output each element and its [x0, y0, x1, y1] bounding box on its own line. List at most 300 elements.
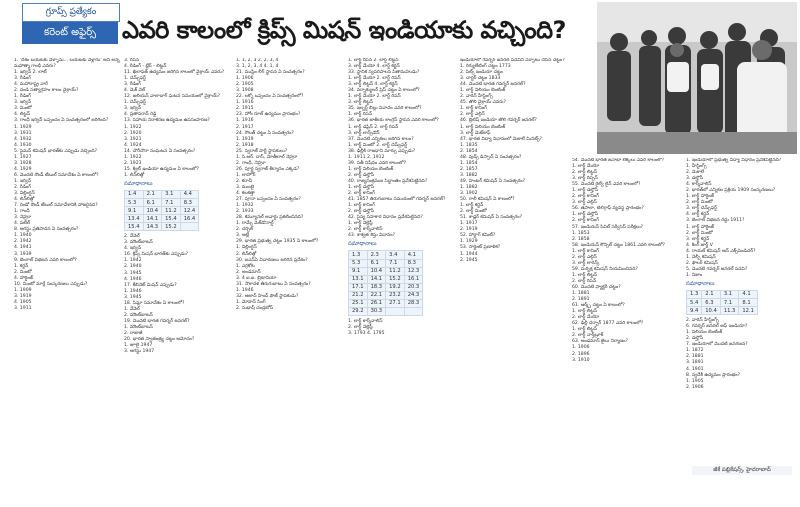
- answer-cell: 19.2: [386, 283, 405, 291]
- answers-row: [125, 207, 199, 215]
- answer-cell: 10.4: [367, 267, 386, 275]
- question-line: 2. రాజాజీ: [124, 330, 143, 336]
- question-line: 1. హేస్టింగ్స్: [686, 164, 707, 170]
- answer-cell: 21.2: [349, 291, 368, 299]
- question-line: 3. మింటో: [14, 106, 32, 112]
- question-line: 2. లార్డ్ డల్హౌసీ: [348, 172, 375, 178]
- question-line: 3. 1921: [124, 136, 142, 142]
- question-line: 1. విలియం బెంటింక్: [686, 330, 723, 336]
- question-line: 2. సుభాష్ చంద్రబోస్: [236, 305, 274, 311]
- question-line: 2. లార్డ్ నార్త్‌బ్రూక్: [572, 333, 604, 339]
- answers-table: [124, 190, 199, 231]
- question-line: 1. 1916: [236, 100, 254, 106]
- publisher-byline: జీకే పబ్లికేషన్స్, హైదరాబాద్: [692, 466, 792, 475]
- question-line: 4. 1930: [14, 142, 32, 148]
- question-line: 22. లక్నో ఒప్పందం ఏ సంవత్సరంలో?: [236, 94, 304, 100]
- question-line: 2. 1881: [686, 354, 704, 360]
- question-line: 3. రీడింగ్: [14, 76, 31, 82]
- section-tag-top: గ్రూప్స్ ప్రత్యేకం: [22, 3, 120, 22]
- answer-cell: 3.1: [720, 290, 739, 298]
- question-line: 1. లార్డ్ విలియం బెంటింక్: [460, 88, 506, 94]
- answer-cell: 27.1: [386, 299, 405, 307]
- answer-cell: 13.4: [125, 215, 144, 223]
- question-line: 1. 1922: [124, 154, 142, 160]
- question-line: 1. లార్డ్ మేయో 2. లార్డ్ రిపన్: [348, 76, 401, 82]
- question-line: 1. 1882: [460, 184, 478, 190]
- question-line: 62. ఢిల్లీ దర్బార్ 1877 ఎవరి కాలంలో?: [572, 321, 644, 327]
- question-column-5: [460, 58, 568, 476]
- answers-row: [349, 259, 423, 267]
- question-line: 47. భారత విద్యా విధానంలో మెకాలే మినిట్స్?: [460, 136, 542, 142]
- answer-cell: 1.4: [125, 190, 144, 198]
- question-line: 4. 1929: [14, 166, 32, 172]
- question-line: 19. మొదటి భారత గవర్నర్ జనరల్?: [124, 318, 190, 324]
- question-line: 31. నౌకాదళ తిరుగుబాటు ఏ సంవత్సరం?: [236, 281, 311, 287]
- question-line: 3. 1, 2, 3, 4 4. 1, 4: [236, 64, 279, 70]
- question-line: 2. దండి సత్యాగ్రహం కాలం వైశ్రాయ్?: [14, 88, 79, 94]
- question-line: 4. కింగ్ జార్జ్ V: [686, 242, 713, 248]
- question-line: 52. హార్టాగ్ కమిటీ?: [460, 233, 496, 239]
- question-line: 2. 1891: [572, 297, 590, 303]
- question-line: 1. నిజాం: [686, 272, 703, 278]
- question-line: 20. భారత స్వాతంత్ర్య చట్టం ఆమోదం?: [124, 337, 195, 343]
- question-line: 1. 1942: [124, 258, 142, 264]
- answer-cell: 20.3: [404, 283, 423, 291]
- question-line: 8. స్వదేశీ ఉద్యమం ప్రారంభం?: [686, 372, 740, 378]
- question-line: 1. 'దేశం బయటకు వెళ్ళాను... బయటకు వెళ్లాను' అని అన్న మహాత్మా గాంధీ ఎవరు?: [14, 58, 120, 70]
- question-line: 61. ఆర్మ్స్ చట్టం ఏ కాలంలో?: [572, 303, 625, 309]
- question-line: 1. లార్డ్ రిపన్: [348, 112, 373, 118]
- question-column-7: [686, 158, 794, 462]
- answer-cell: [386, 307, 405, 315]
- question-line: 1. 1922: [124, 124, 142, 130]
- question-line: 3. 1919: [14, 293, 32, 299]
- answer-cell: 11.2: [162, 207, 181, 215]
- question-line: 4. ప్రతాపరావ్ రెడ్డి: [124, 112, 157, 118]
- answer-cell: [404, 307, 423, 315]
- question-line: 1. లార్డ్ కానింగ్: [572, 248, 599, 254]
- answers-row: [125, 223, 199, 231]
- question-line: 21. ముస్లిం లీగ్ స్థాపన ఏ సంవత్సరం?: [236, 70, 305, 76]
- question-line: 1. 1929: [14, 124, 32, 130]
- question-line: 1. 1906: [572, 345, 590, 351]
- answer-cell: 2.1: [702, 290, 721, 298]
- question-line: 1. లార్డ్ డల్హౌసీ: [572, 188, 599, 194]
- question-line: 4. లిన్‌లిత్గో: [14, 197, 35, 203]
- answer-cell: 3.4: [386, 251, 405, 259]
- question-line: 27. పూనా ఒప్పందం ఏ సంవత్సరం?: [236, 197, 301, 203]
- question-line: 1. గాంధీ: [14, 209, 30, 215]
- question-line: 3. ఆగస్టు 1947: [124, 349, 155, 355]
- question-line: 2. వేవెల్: [124, 234, 140, 240]
- question-line: 54. మొదటి భారత జనాభా లెక్కలు ఎవరి కాలంలో?: [572, 158, 665, 163]
- answer-cell: 14.1: [143, 215, 162, 223]
- question-line: 1. లార్డ్ లిట్టన్: [572, 272, 597, 278]
- question-line: 1. లార్డ్ హార్డింజ్: [686, 224, 714, 230]
- question-line: 2. వారెన్ హేస్టింగ్స్: [460, 94, 493, 100]
- question-line: 10. మింటో మార్లే సంస్కరణలు ఎప్పుడు?: [14, 281, 88, 287]
- question-line: 2. డల్హౌసీ: [686, 336, 704, 342]
- answer-cell: 17.1: [349, 283, 368, 291]
- question-line: 2. 1857: [460, 166, 478, 172]
- question-line: 2. లార్డ్ మింటో: [686, 230, 713, 236]
- question-line: 1. లార్డ్ కర్జన్: [460, 203, 484, 209]
- question-line: 4. లిట్టన్: [14, 112, 30, 118]
- question-line: 3. 4 ఐ.ఐ. బ్రిటానియా: [236, 275, 277, 281]
- answers-heading: సమాధానాలు: [124, 181, 232, 187]
- answer-cell: 9.1: [125, 207, 144, 215]
- question-line: 3. చార్టర్ చట్టం 1833: [460, 76, 501, 82]
- question-line: 2. లార్డ్ కార్న్‌వాలిస్: [348, 227, 383, 233]
- answer-cell: 25.1: [349, 299, 368, 307]
- answer-cell: 5.3: [125, 199, 144, 207]
- question-line: 1. 1881: [572, 291, 590, 297]
- question-line: 1. 1906: [236, 76, 254, 82]
- question-line: 1. లార్డ్ రిపన్ 2. లార్డ్ లిట్టన్: [348, 58, 399, 63]
- question-line: 15. క్విట్ ఇండియా ఉద్యమం ఏ కాలంలో?: [124, 166, 200, 172]
- question-line: 41. 1857 తిరుగుబాటు సమయంలో గవర్నర్ జనరల్?: [348, 197, 446, 203]
- question-line: 37. మొదటి ఎన్నికలు జరిగిన కాలం?: [348, 136, 414, 142]
- question-line: 1. 1919: [236, 136, 254, 142]
- question-line: 3. ఇర్విన్: [124, 106, 142, 112]
- question-line: 7. ఇండియాలో మొదటి జనగణన?: [686, 342, 748, 348]
- question-line: 1. 1905: [686, 378, 704, 384]
- answer-cell: 6.3: [702, 299, 721, 307]
- answer-cell: 15.2: [386, 275, 405, 283]
- question-line: 5. మొదటి గవర్నర్ జనరల్ పదవి?: [686, 266, 748, 272]
- question-line: 17. కేబినెట్ మిషన్ ఎప్పుడు?: [124, 282, 177, 288]
- question-line: 1. 1854: [460, 160, 478, 166]
- question-line: 2. వారెన్ హేస్టింగ్స్: [686, 318, 719, 324]
- question-line: 1. లార్డ్ మింటో 2. లార్డ్ చెమ్స్‌ఫర్డ్: [348, 142, 408, 148]
- question-line: 3. 1908: [236, 88, 254, 94]
- question-line: 28. కమ్యూనల్ అవార్డు ప్రకటించినది?: [236, 215, 304, 221]
- answer-cell: 15.4: [125, 223, 144, 231]
- question-line: 1. 1911 2. 1912: [348, 154, 385, 160]
- question-column-4: [348, 58, 456, 476]
- question-line: 6. గవర్నర్ జనరల్ ఆఫ్ ఇండియా?: [686, 324, 748, 330]
- question-line: 3. విల్లింగ్డన్: [14, 191, 35, 197]
- question-line: 45. తొలి వైశ్రాయ్ ఎవరు?: [460, 100, 506, 106]
- question-line: 1. లార్డ్ మేయో: [572, 164, 600, 170]
- question-line: 2. 1919: [460, 227, 478, 233]
- question-line: 1. లిన్‌లిత్గో: [124, 172, 145, 178]
- answer-cell: 10.4: [702, 307, 721, 315]
- answer-cell: 6.1: [367, 259, 386, 267]
- answer-cell: 8.3: [180, 199, 199, 207]
- answer-cell: 8.1: [739, 299, 758, 307]
- question-line: 1. 1917: [460, 221, 478, 227]
- question-line: 3. లార్డ్ కర్జన్: [686, 236, 710, 242]
- answers-row: [349, 275, 423, 283]
- question-line: 51. శాడ్లర్ కమిషన్ ఏ సంవత్సరం?: [460, 215, 523, 221]
- answers-row: [349, 267, 423, 275]
- question-line: 32. ఆజాద్ హింద్ ఫౌజ్ స్థాపకుడు?: [236, 293, 299, 299]
- question-line: 1. లార్డ్ డఫ్రిన్ 2. లార్డ్ రిపన్: [348, 124, 399, 130]
- question-line: 1. లార్డ్ విలియం బెంటింక్: [460, 124, 506, 130]
- question-line: 1. 1944: [460, 251, 478, 257]
- photo-people-illustration: [597, 2, 797, 154]
- answer-cell: 4.1: [404, 251, 423, 259]
- answer-cell: 9.1: [349, 267, 368, 275]
- answer-cell: 11.2: [386, 267, 405, 275]
- question-line: 57. ఇండియన్ సివిల్ సర్వీసెస్ పరీక్షలు?: [572, 224, 644, 230]
- answer-cell: 9.4: [687, 307, 702, 315]
- question-line: 2. 1920: [124, 130, 142, 136]
- answer-cell: 2.3: [367, 251, 386, 259]
- question-line: 3. 1945: [124, 294, 142, 300]
- question-line: 7. రెండో రౌండ్ టేబుల్ సమావేశానికి హాజరైనది?: [14, 203, 98, 209]
- question-line: ఇండియాలో గవర్నర్ జనరల్ పదవిని ఏర్పాటు చేసిన చట్టం?: [460, 58, 565, 63]
- answer-cell: 1.3: [349, 251, 368, 259]
- question-line: 3. నెహ్రూ: [14, 215, 31, 221]
- question-line: 2. 1915: [236, 106, 254, 112]
- question-line: 1. మోహన్ సింగ్: [236, 299, 266, 305]
- answers-row: [349, 251, 423, 259]
- answers-row: [125, 199, 199, 207]
- question-line: 6. మొదటి రౌండ్ టేబుల్ సమావేశం ఏ కాలంలో?: [14, 172, 99, 178]
- question-line: 3. 1793 4. 1795: [348, 330, 385, 336]
- question-line: 2. 1896: [572, 351, 590, 357]
- answer-cell: 16.4: [180, 215, 199, 223]
- section-tag-bottom: కరెంట్ అఫైర్స్: [22, 22, 118, 44]
- question-line: 3. 1891: [686, 360, 704, 366]
- answer-cell: 14.3: [143, 223, 162, 231]
- question-line: 3. 1939: [14, 251, 32, 257]
- answer-cell: 11.3: [720, 307, 739, 315]
- question-line: 9. బెంగాల్ విభజన ఎవరి కాలంలో?: [14, 257, 77, 263]
- question-line: 1. రామ్సే మెక్‌డొనాల్డ్: [236, 221, 274, 227]
- answer-cell: 6.1: [143, 199, 162, 207]
- answer-cell: 2.1: [143, 190, 162, 198]
- question-line: 3. మౌంట్‌బాటన్: [124, 240, 153, 246]
- question-column-6: [572, 158, 680, 476]
- question-line: 1. 1946: [124, 288, 142, 294]
- answers-row: [125, 190, 199, 198]
- question-line: 35. ఇల్బర్ట్ బిల్లు వివాదం ఎవరి కాలంలో?: [348, 106, 422, 112]
- answers-table: [686, 290, 758, 315]
- question-line: 4. 1901: [686, 366, 704, 372]
- historical-photo: [597, 2, 797, 154]
- question-line: 2. లార్డ్ ఎల్గిన్: [572, 254, 597, 260]
- question-line: 1. 1929: [460, 239, 478, 245]
- question-line: 3. 1882: [460, 172, 478, 178]
- question-line: 2. ఫౌలర్ కమిషన్: [686, 260, 718, 266]
- question-line: 1. జూలై 1947: [124, 343, 153, 349]
- answer-cell: 4.1: [739, 290, 758, 298]
- question-line: 3. లార్డ్ ఎల్గిన్: [572, 200, 597, 206]
- answers-row: [687, 299, 758, 307]
- question-line: 3. లార్డ్ మెట్‌కాఫ్: [460, 130, 491, 136]
- answers-table: [348, 250, 423, 315]
- answer-cell: 7.1: [720, 299, 739, 307]
- question-line: 1. 1946: [236, 287, 254, 293]
- question-line: 2. లార్డ్ మింటో: [460, 209, 487, 215]
- answer-cell: 5.4: [687, 299, 702, 307]
- question-line: 1. 1927: [14, 154, 32, 160]
- question-line: 18. సిమ్లా సమావేశం ఏ కాలంలో?: [124, 300, 185, 306]
- answer-cell: 1.3: [687, 290, 702, 298]
- question-line: 11. ఖిలాఫత్ ఉద్యమం జరిగిన కాలంలో వైశ్రాయ్ ఎవరు?: [124, 70, 225, 76]
- question-line: 58. ఇండియన్ కౌన్సిల్ చట్టం 1861 ఎవరి కాలంలో?: [572, 242, 665, 248]
- question-line: 1. లార్డ్ హార్డింజ్: [686, 194, 714, 200]
- question-line: 2. లార్డ్ మింటో: [686, 200, 713, 206]
- question-line: 2. భారత్‌లో ఎన్నికల ప్రక్రియ 1909 సంస్కరణలు?: [686, 188, 776, 194]
- answer-cell: 14.1: [367, 275, 386, 283]
- question-line: 4. లార్డ్ కర్జన్: [686, 212, 710, 218]
- question-line: 23. హోం రూల్ ఉద్యమం ప్రారంభం?: [236, 112, 301, 118]
- question-line: 13. సహాయ నిరాకరణ ఉద్యమం ఉపసంహరణ?: [124, 118, 210, 124]
- question-line: 63. అండమాన్ జైలు నిర్మాణం?: [572, 339, 628, 345]
- question-line: 3. బెంగాల్ విభజన రద్దు 1911?: [686, 218, 745, 224]
- question-line: 2. అండమాన్: [236, 269, 261, 275]
- question-line: 38. ఢిల్లీకి రాజధాని మార్పు ఎప్పుడు?: [348, 148, 416, 154]
- question-line: 4. 1932: [14, 136, 32, 142]
- question-line: 30. ఐఎన్ఏ విచారణలు జరిగిన ప్రదేశం?: [236, 257, 308, 263]
- question-line: 2. లార్డ్ కానింగ్: [572, 218, 599, 224]
- question-line: 3. లార్డ్ లారెన్స్: [572, 260, 600, 266]
- question-line: 1. 1872: [686, 348, 704, 354]
- question-line: 55. మొదటి రైల్వే లైన్ ఎవరి కాలంలో?: [572, 182, 641, 188]
- question-line: 5. సైమన్ కమిషన్ భారత్‌కు ఎప్పుడు వచ్చింది?: [14, 148, 98, 154]
- headline: ఎవరి కాలంలో క్రిప్స్ మిషన్ ఇండియాకు వచ్చింది?: [122, 16, 566, 44]
- answers-row: [349, 299, 423, 307]
- answer-cell: 7.1: [386, 259, 405, 267]
- question-line: 48. వుడ్స్ డిస్పాచ్ ఏ సంవత్సరం?: [460, 154, 522, 160]
- answers-row: [687, 290, 758, 298]
- question-line: 1. సి.ఆర్. దాస్, మోతీలాల్ నెహ్రూ: [236, 154, 298, 160]
- question-line: 36. భారత జాతీయ కాంగ్రెస్ స్థాపన ఎవరి కాలంలో?: [348, 118, 439, 124]
- question-line: 4. హార్డింజ్: [14, 275, 33, 281]
- question-line: 1. మౌంట్‌బాటన్: [124, 324, 153, 330]
- question-line: 4. 1924: [124, 142, 142, 148]
- answer-cell: 12.4: [180, 207, 199, 215]
- question-line: 4. ఇర్విన్: [124, 246, 142, 252]
- question-line: 2. రీడింగ్: [14, 184, 31, 190]
- answer-cell: 13.1: [349, 275, 368, 283]
- question-line: 2. 1917: [236, 124, 254, 130]
- question-line: 1. 1932: [236, 203, 254, 209]
- question-line: 1. వెల్బీ కమిషన్: [686, 254, 716, 260]
- question-line: 60. మొదటి ఫ్యాక్టరీ చట్టం?: [572, 284, 621, 290]
- question-line: 49. హంటర్ కమిషన్ ఏ సంవత్సరం?: [460, 178, 526, 184]
- question-line: 2. చర్చిల్: [236, 227, 254, 233]
- question-line: 3. 1928: [14, 160, 32, 166]
- question-line: 26. పూర్ణ స్వరాజ్ తీర్మానం ఎక్కడ?: [236, 166, 300, 172]
- question-line: 1. 1916: [236, 118, 254, 124]
- answer-cell: 28.3: [404, 299, 423, 307]
- question-line: 3. లార్డ్ మేయో 4. లార్డ్ కర్జన్: [348, 64, 400, 70]
- question-line: 2. లార్డ్ కానింగ్: [348, 191, 375, 197]
- question-line: 1. చెమ్స్‌ఫర్డ్: [124, 100, 146, 106]
- answers-heading: సమాధానాలు: [348, 241, 456, 247]
- answer-cell: 22.1: [367, 291, 386, 299]
- question-line: 14. చౌరీచౌరా సంఘటన ఏ సంవత్సరం?: [124, 148, 196, 154]
- answer-cell: 15.4: [162, 215, 181, 223]
- question-line: 3. రీడింగ్: [124, 82, 141, 88]
- answer-cell: 8.3: [404, 259, 423, 267]
- answer-cell: 16.1: [404, 275, 423, 283]
- question-line: 3. లార్డ్ లిట్టన్: [348, 100, 373, 106]
- question-line: 1. విల్లింగ్డన్: [236, 245, 257, 251]
- question-line: 2. గాంధీ, నెహ్రూ: [236, 160, 266, 166]
- question-line: 3. గాంధీ ఇర్విన్ ఒప్పందం ఏ సంవత్సరంలో జరిగింది?: [14, 118, 109, 124]
- question-line: 2. 1858: [572, 236, 590, 242]
- question-line: 2. 1942: [14, 239, 32, 245]
- question-line: 1. ఇర్విన్: [14, 178, 32, 184]
- question-line: 1. లార్డ్ కానింగ్: [348, 203, 375, 209]
- question-line: 24. రౌలత్ చట్టం ఏ సంవత్సరం?: [236, 130, 294, 136]
- question-line: 2. 1933: [236, 209, 254, 215]
- question-line: 39. సతీ నిషేధం ఎవరి కాలంలో?: [348, 160, 407, 166]
- question-line: 1. 1909: [14, 287, 32, 293]
- question-line: 1. లార్డ్ లిట్టన్: [572, 309, 597, 315]
- question-line: 3. ముంబై: [236, 184, 255, 190]
- question-line: 2. లార్డ్ మేయో: [572, 315, 600, 321]
- question-line: 40. రాజ్యసంక్రమణ సిద్ధాంతం ప్రవేశపెట్టినది?: [348, 178, 428, 184]
- question-line: 1. లార్డ్ విలియం బెంటింక్: [348, 166, 394, 172]
- answers-row: [687, 307, 758, 315]
- question-line: 4. కార్న్‌వాలిస్: [686, 182, 712, 188]
- question-column-1: [14, 58, 122, 476]
- question-line: 25. స్వరాజ్ పార్టీ స్థాపకులు?: [236, 148, 288, 154]
- question-line: 1. వేవెల్: [124, 306, 140, 312]
- answers-row: [349, 307, 423, 315]
- question-line: 3. 1931: [14, 130, 32, 136]
- question-line: 1. లాహోర్: [236, 172, 256, 178]
- answers-row: [349, 283, 423, 291]
- question-line: 59. దుర్భిక్ష కమిషన్ నియమించినది?: [572, 266, 638, 272]
- question-line: 2. లార్డ్ ఎల్గిన్: [460, 112, 485, 118]
- answer-cell: 15.2: [162, 223, 181, 231]
- question-line: 3. అట్లీ: [236, 233, 250, 239]
- answer-cell: 5.3: [349, 259, 368, 267]
- question-line: 2. 1854: [460, 148, 478, 154]
- question-line: 4. రాయల్ కమిషన్ ఆన్ ఎక్స్‌పెండిచర్?: [686, 248, 756, 254]
- question-line: 2. 1918: [236, 142, 254, 148]
- question-line: 1. 1940: [14, 233, 32, 239]
- question-line: 2. మెకాలే: [686, 170, 704, 176]
- question-line: 8. ఆగస్టు ప్రతిపాదన ఏ సంవత్సరం?: [14, 227, 79, 233]
- answer-cell: 23.2: [386, 291, 405, 299]
- answer-cell: 24.3: [404, 291, 423, 299]
- question-line: 46. బ్రిటిష్ ఇండియా తొలి గవర్నర్ జనరల్?: [460, 118, 537, 124]
- question-line: 2. 1923: [124, 160, 142, 166]
- question-line: 1. లార్డ్ వెల్లెస్లీ: [348, 221, 373, 227]
- question-line: 2. 1905: [236, 82, 254, 88]
- question-line: 3. 1902: [460, 191, 478, 197]
- question-line: 43. శాశ్వత శిస్తు విధానం?: [348, 233, 396, 239]
- question-line: 12. జలియన్ వాలాబాగ్ ఘటన సమయంలో వైశ్రాయ్?: [124, 94, 221, 100]
- question-line: 2. లార్డ్ కానింగ్: [572, 194, 599, 200]
- question-line: 4. మెక్ వెల్: [124, 88, 146, 94]
- question-line: 4. 1946: [124, 276, 142, 282]
- question-line: 4. 1941: [14, 245, 32, 251]
- question-column-3: [236, 58, 344, 476]
- question-line: 4. పటేల్: [14, 221, 30, 227]
- answer-cell: 3.1: [162, 190, 181, 198]
- question-line: 4. రీడింగ్ - బ్లేర్ - లిట్టన్: [124, 64, 167, 70]
- question-line: 1. 1853: [572, 230, 590, 236]
- question-line: 4. 1905: [14, 299, 32, 305]
- question-line: 3. డల్హౌసీ: [686, 176, 704, 182]
- question-line: 3. రిపన్: [124, 58, 140, 63]
- question-line: 2. లార్డ్ రిపన్: [572, 278, 597, 284]
- question-line: 2. కరాచీ: [236, 178, 253, 184]
- question-column-2: [124, 58, 232, 476]
- question-line: 2. పిట్స్ ఇండియా చట్టం: [460, 70, 503, 76]
- question-line: 1. ఇర్విన్ 2. లాట్: [14, 70, 47, 76]
